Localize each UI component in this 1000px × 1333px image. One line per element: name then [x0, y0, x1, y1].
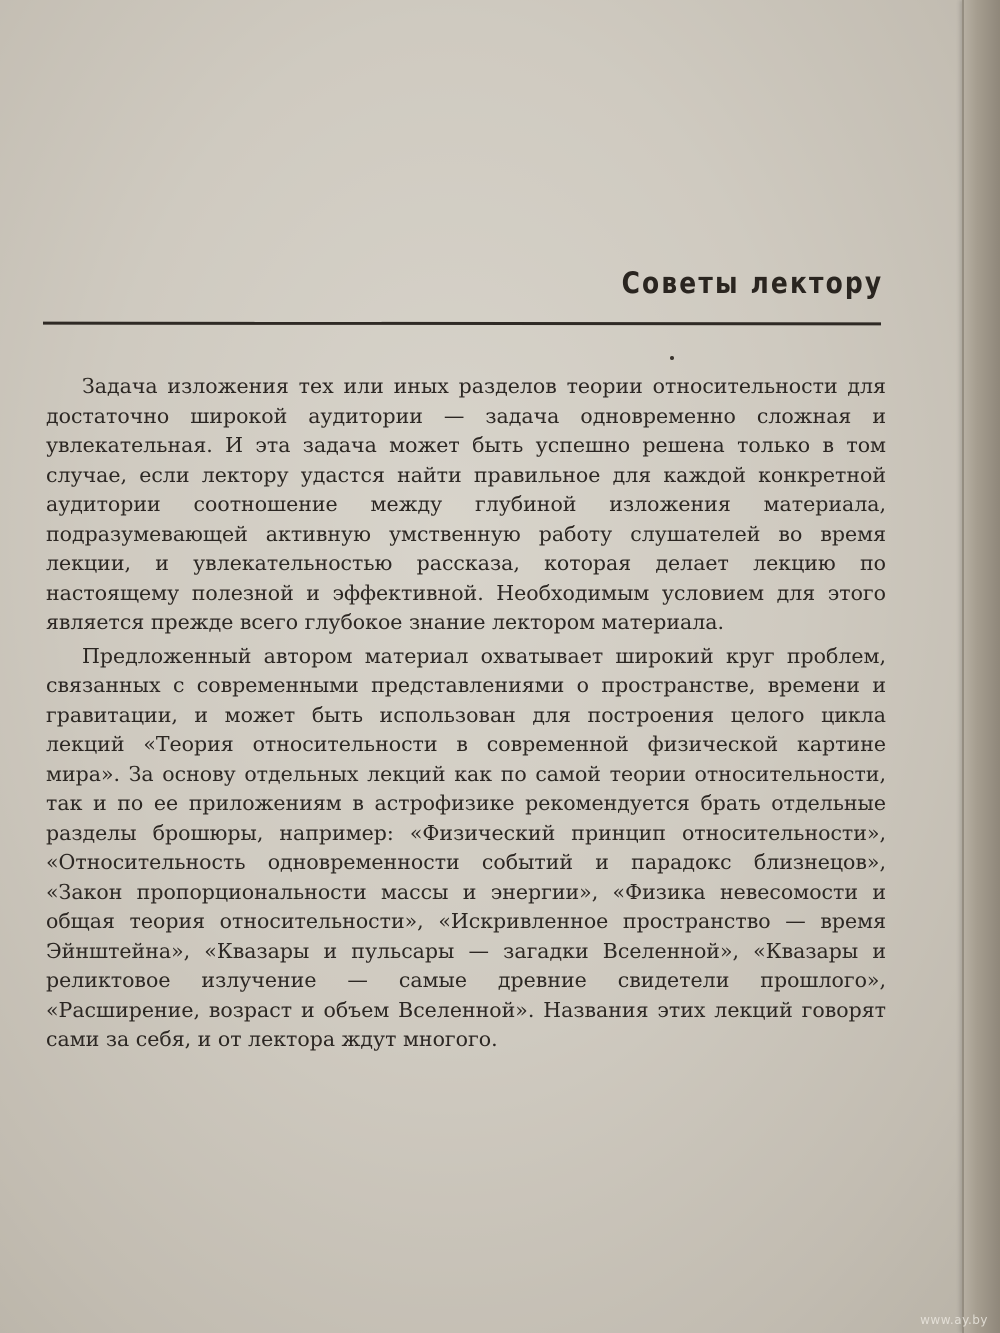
book-spine-edge: [962, 0, 1000, 1333]
page-heading: Советы лектору: [621, 266, 883, 300]
paragraph-2: Предложенный автором материал охватывает широкий круг проблем, связанных с современными представлениями о пространстве, времени и гравитации, и может быть использован для построения целого цикла лекций «Теория относительности в современной физической картине мира». За основу отдельных лекций как по самой теории относительности, так и по ее приложениям в астрофизике рекомендуется брать отдельные разделы брошюры, например: «Физический принцип относительности», «Относительность одновременности событий и парадокс близнецов», «Закон пропорциональности массы и энергии», «Физика невесомости и общая теория относительности», «Искривленное пространство — время Эйнштейна», «Квазары и пульсары — загадки Вселенной», «Квазары и реликтовое излучение — самые древние свидетели прошлого», «Расширение, возраст и объем Вселенной». Названия этих лекций говорят сами за себя, и от лектора ждут многого.: [46, 643, 886, 1051]
paragraph-1: Задача изложения тех или иных разделов теории относительности для достаточно широкой аудитории — задача одновременно сложная и увлекательная. И эта задача может быть успешно решена только в том случае, если лектору удастся найти правильное для каждой конкретной аудитории соотношение между глубиной изложения материала, подразумевающей активную умственную работу слушателей во время лекции, и увлекательностью рассказа, которая делает лекцию по настоящему полезной и эффективной. Необходимым условием для этого является прежде всего глубокое знание лектором материала.: [46, 374, 886, 634]
watermark-text: www.ay.by: [920, 1313, 988, 1327]
body-text: [46, 372, 886, 1055]
page-edge-line: [962, 0, 964, 1333]
ink-speck: [670, 356, 674, 360]
